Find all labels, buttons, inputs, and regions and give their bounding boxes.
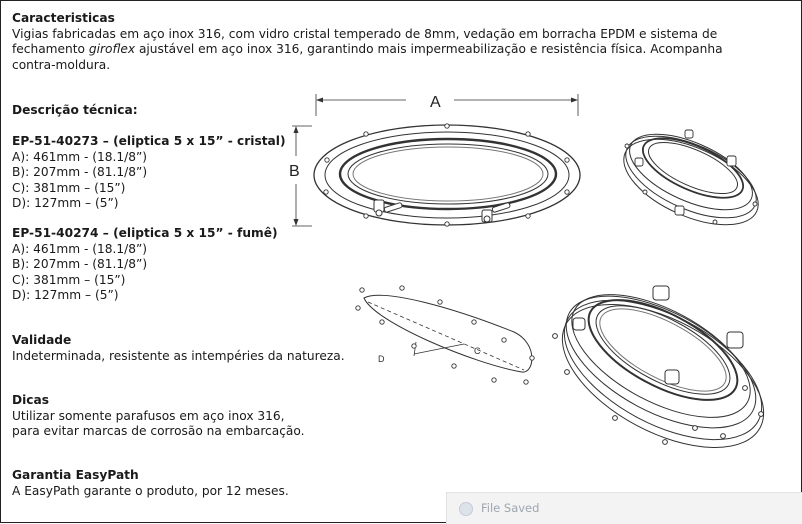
dimension-a-label: A (430, 94, 441, 111)
notification-label: File Saved (481, 501, 540, 515)
porthole-perspective-small-drawing (615, 122, 770, 230)
girofiex-term: giroflex (88, 42, 136, 57)
validade-title: Validade (12, 333, 72, 347)
garantia-title: Garantia EasyPath (12, 468, 139, 482)
section-caracteristicas (12, 11, 723, 73)
product-2-spec-b: B): 207mm - (81.1/8”) (12, 257, 148, 272)
dicas-line-1: Utilizar somente parafusos em aço inox 316, (12, 408, 285, 423)
section-garantia (12, 468, 289, 499)
section-validade (12, 333, 345, 364)
product-1-spec-c: C): 381mm – (15”) (12, 180, 126, 195)
caracteristicas-line-3: contra-moldura. (12, 57, 111, 72)
validade-text: Indeterminada, resistente as intempéries da natureza. (12, 348, 345, 363)
dimension-c-label: C (474, 346, 481, 356)
dimension-b-label: B (289, 163, 300, 180)
product-1-spec-b: B): 207mm - (81.1/8”) (12, 165, 148, 180)
product-1-spec-d: D): 127mm – (5”) (12, 196, 119, 211)
product-1 (12, 134, 286, 212)
cutout-template-drawing (354, 282, 544, 390)
product-2-spec-d: D): 127mm – (5”) (12, 288, 119, 303)
descricao-title: Descrição técnica: (12, 103, 138, 117)
caracteristicas-line-2: fechamento giroflex ajustável em aço inox 316, garantindo mais impermeabilização e resistência física. Acompanha (12, 42, 723, 57)
product-2-spec-c: C): 381mm – (15”) (12, 272, 126, 287)
product-2 (12, 226, 278, 304)
caracteristicas-line-1: Vigias fabricadas em aço inox 316, com vidro cristal temperado de 8mm, vedação em borracha EPDM e sistema de (12, 26, 718, 41)
dicas-title: Dicas (12, 393, 49, 407)
porthole-perspective-large-drawing (545, 278, 780, 450)
porthole-front-view-drawing (286, 88, 598, 232)
product-2-title: EP-51-40274 – (eliptica 5 x 15” - fumê) (12, 226, 278, 240)
product-2-spec-a: A): 461mm - (18.1/8”) (12, 241, 148, 256)
section-dicas (12, 393, 305, 440)
dicas-line-2: para evitar marcas de corrosão na embarcação. (12, 424, 305, 439)
file-saved-notification[interactable] (446, 492, 802, 524)
info-icon (459, 502, 473, 516)
product-1-title: EP-51-40273 – (eliptica 5 x 15” - cristal) (12, 134, 286, 148)
garantia-text: A EasyPath garante o produto, por 12 meses. (12, 483, 289, 498)
dimension-d-label: D (378, 354, 385, 364)
product-1-spec-a: A): 461mm - (18.1/8”) (12, 149, 148, 164)
caracteristicas-title: Caracteristicas (12, 11, 115, 25)
